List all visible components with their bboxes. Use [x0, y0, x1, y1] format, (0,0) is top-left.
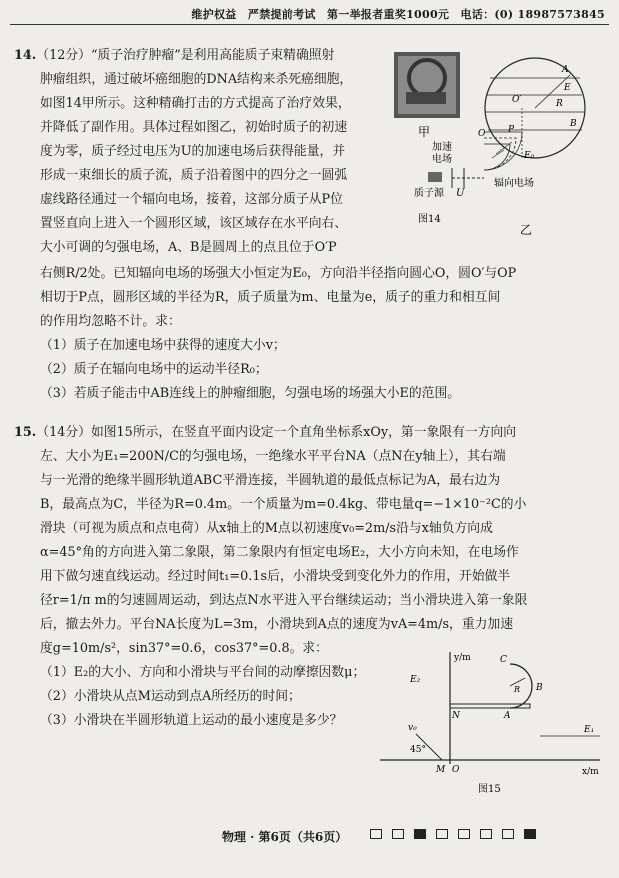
figure-15 — [370, 648, 610, 798]
q14-line: 肿瘤组织，通过破坏癌细胞的DNA结构来杀死癌细胞， — [40, 72, 353, 87]
q14-line: 度为零，质子经过电压为U的加速电场后获得能量，并 — [40, 144, 346, 159]
q14-number: 14. — [14, 48, 37, 63]
radius-R-label: R — [514, 685, 521, 694]
q15-line: B，最高点为C，半径为R=0.4m。一个质量为m=0.4kg、带电量q=−1×10⁻²C的小 — [40, 497, 527, 512]
footer-box-filled — [414, 829, 426, 839]
q15-line: 滑块（可视为质点和点电荷）从x轴上的M点以初速度v₀=2m/s沿与x轴负方向成 — [40, 521, 493, 536]
fig14-jia-label: 甲 — [418, 125, 431, 139]
center-Oprime-label: O′ — [512, 95, 522, 105]
header-divider — [10, 24, 609, 25]
accel-label: 加速 — [432, 142, 452, 153]
q14-subquestion: （3）若质子能击中AB连线上的肿瘤细胞，匀强电场的场强大小E的范围。 — [40, 386, 461, 401]
footer-box-empty — [436, 829, 448, 839]
field-E0-label: E₀ — [524, 151, 535, 161]
proton-source-icon — [428, 172, 442, 182]
q15-line: 径r=1/π m的匀速圆周运动，到达点N水平进入平台继续运动；当小滑块进入第一象限 — [40, 593, 528, 608]
origin-O-label: O — [452, 765, 460, 775]
footer-page-number: 物理 · 第6页（共6页） — [222, 830, 348, 844]
point-P-label: P — [508, 125, 515, 135]
q14-line: 的作用均忽略不计。求： — [40, 314, 181, 329]
q14-line: 如图14甲所示。这种精确打击的方式提高了治疗效果， — [40, 96, 351, 111]
center-O-label: O — [478, 129, 486, 139]
radius-R-label: R — [556, 99, 563, 109]
footer-box-empty — [458, 829, 470, 839]
point-B-label: B — [570, 119, 577, 129]
q14-line: 并降低了副作用。具体过程如图乙，初始时质子的初速 — [40, 120, 348, 135]
q15-line: 与一光滑的绝缘半圆形轨道ABC平滑连接，半圆轨道的最低点标记为A，最右边为 — [40, 473, 501, 488]
q15-line: 用下做匀速直线运动。经过时间t₁=0.1s后，小滑块受到变化外力的作用，开始做半 — [40, 569, 511, 584]
question-14-text-bottom — [40, 262, 610, 406]
fig14-yi-label: 乙 — [520, 223, 533, 237]
v0-label: v₀ — [408, 723, 417, 733]
figure-14 — [392, 50, 612, 240]
question-14-text-top — [14, 44, 392, 260]
q15-line: α=45°角的方向进入第二象限，第二象限内有恒定电场E₂，大小方向未知，在电场作 — [40, 545, 519, 560]
q15-line: （14分）如图15所示，在竖直平面内设定一个直角坐标系xOy，第一象限有一方向向 — [36, 425, 517, 440]
q14-line: 右侧R/2处。已知辐向电场的场强大小恒定为E₀，方向沿半径指向圆心O，圆O′与OP — [40, 266, 517, 281]
voltage-U-label: U — [456, 188, 465, 199]
angle-label: 45° — [410, 745, 426, 755]
q14-line: 置竖直向上进入一个圆形区域，该区域存在水平向右、 — [40, 216, 348, 231]
proton-source-label: 质子源 — [414, 188, 444, 199]
figure-14-caption: 图14 — [418, 214, 441, 225]
figure-15-caption: 图15 — [478, 784, 501, 795]
field-E1-label: E₁ — [584, 725, 595, 735]
q15-line: 后，撤去外力。平台NA长度为L=3m，小滑块到A点的速度为vA=4m/s，重力加速 — [40, 617, 514, 632]
y-axis-label: y/m — [454, 653, 471, 663]
footer-box-empty — [370, 829, 382, 839]
q14-subquestion: （1）质子在加速电场中获得的速度大小v； — [40, 338, 286, 353]
footer-box-empty — [480, 829, 492, 839]
q14-line: 虚线路径通过一个辐向电场，接着，这部分质子从P位 — [40, 192, 343, 207]
footer-box-strip — [370, 829, 536, 839]
q14-subquestion: （2）质子在辐向电场中的运动半径R₀； — [40, 362, 268, 377]
q14-line: 大小可调的匀强电场，A、B是圆周上的点且位于O′P — [40, 240, 337, 255]
q14-line: 相切于P点，圆形区域的半径为R，质子质量为m、电量为e，质子的重力和相互间 — [40, 290, 501, 305]
q15-subquestion: （1）E₂的大小、方向和小滑块与平台间的动摩擦因数μ； — [40, 665, 366, 680]
q15-subquestion: （3）小滑块在半圆形轨道上运动的最小速度是多少？ — [40, 713, 343, 728]
x-axis-label: x/m — [582, 767, 599, 777]
point-N-label: N — [452, 711, 460, 721]
point-M-label: M — [436, 765, 446, 775]
q15-line: 左、大小为E₁=200N/C的匀强电场，一绝缘水平平台NA（点N在y轴上），其右端 — [40, 449, 506, 464]
point-C-label: C — [500, 655, 507, 665]
q14-line: 形成一束细长的质子流，质子沿着图中的四分之一圆弧 — [40, 168, 348, 183]
radial-field-label: 辐向电场 — [494, 178, 534, 189]
field-E2-label: E₂ — [410, 675, 421, 685]
point-A-label: A — [504, 711, 511, 721]
footer-box-empty — [392, 829, 404, 839]
q15-line: 度g=10m/s²，sin37°=0.6，cos37°=0.8。求： — [40, 641, 328, 656]
q15-number: 15. — [14, 425, 37, 440]
q15-subquestion: （2）小滑块从点M运动到点A所经历的时间； — [40, 689, 301, 704]
footer-box-filled — [524, 829, 536, 839]
accel-label-2: 电场 — [432, 154, 452, 165]
page-header: 维护权益 严禁提前考试 第一举报者重奖1000元 电话：(0) 18987573845 — [191, 8, 605, 21]
point-B-label: B — [536, 683, 543, 693]
point-A-label: A — [562, 65, 569, 75]
q14-line: （12分）“质子治疗肿瘤”是利用高能质子束精确照射 — [36, 48, 335, 63]
field-E-label: E — [564, 83, 571, 93]
footer-box-empty — [502, 829, 514, 839]
